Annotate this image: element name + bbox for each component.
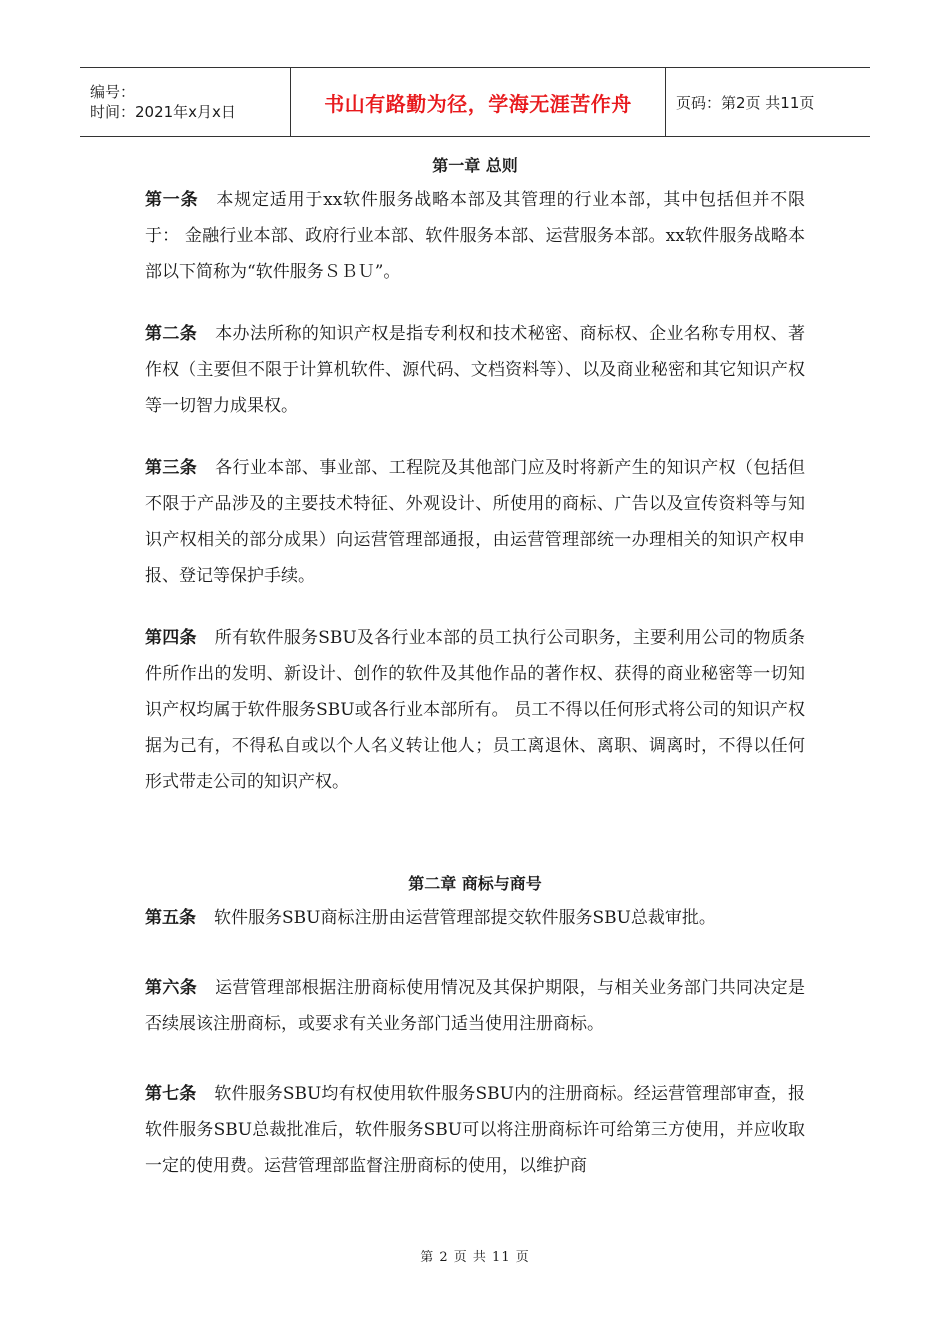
article-4 xyxy=(145,620,805,800)
article-text: 软件服务SBU商标注册由运营管理部提交软件服务SBU总裁审批。 xyxy=(214,908,716,928)
article-3 xyxy=(145,450,805,594)
article-number: 第三条 xyxy=(145,458,198,478)
document-body xyxy=(145,150,805,1184)
header-slogan: 书山有路勤为径，学海无涯苦作舟 xyxy=(324,91,632,116)
article-1 xyxy=(145,182,805,290)
article-number: 第四条 xyxy=(145,628,197,648)
article-text: 各行业本部、事业部、工程院及其他部门应及时将新产生的知识产权（包括但不限于产品涉及的主要技术特征、外观设计、所使用的商标、广告以及宣传资料等与知识产权相关的部分成果）向运营管理部通报，由运营管理部统一办理相关的知识产权申报、登记等保护手续。 xyxy=(145,458,806,586)
article-7 xyxy=(145,1076,805,1184)
article-5 xyxy=(145,900,805,936)
article-text: 运营管理部根据注册商标使用情况及其保护期限，与相关业务部门共同决定是否续展该注册商标，或要求有关业务部门适当使用注册商标。 xyxy=(145,978,806,1034)
article-2 xyxy=(145,316,805,424)
header-page-cell xyxy=(666,68,870,136)
page-footer: 第 2 页 共 11 页 xyxy=(420,1250,530,1265)
document-number-label: 编号： xyxy=(90,83,136,101)
article-number: 第七条 xyxy=(145,1084,197,1104)
chapter-title: 第二章 商标与商号 xyxy=(408,874,542,893)
header-slogan-cell xyxy=(291,68,666,136)
document-time-label: 时间：2021年x月x日 xyxy=(90,103,236,121)
article-number: 第一条 xyxy=(145,190,199,210)
article-number: 第六条 xyxy=(145,978,198,998)
article-number: 第五条 xyxy=(145,908,196,928)
article-6 xyxy=(145,970,805,1042)
header-meta xyxy=(80,68,291,136)
header-table xyxy=(80,67,870,137)
article-text: 所有软件服务SBU及各行业本部的员工执行公司职务，主要利用公司的物质条件所作出的发明、新设计、创作的软件及其他作品的著作权、获得的商业秘密等一切知识产权均属于软件服务SBU或各行业本部所有。 员工不得以任何形式将公司的知识产权据为己有，不得私自或以个人名义转让他人；员工离退休、离职、调离时，不得以任何形式带走公司的知识产权。 xyxy=(145,628,805,792)
article-text: 软件服务SBU均有权使用软件服务SBU内的注册商标。经运营管理部审查，报软件服务SBU总裁批准后，软件服务SBU可以将注册商标许可给第三方使用，并应收取一定的使用费。运营管理部监督注册商标的使用，以维护商 xyxy=(145,1084,805,1176)
article-text: 本办法所称的知识产权是指专利权和技术秘密、商标权、企业名称专用权、著作权（主要但不限于计算机软件、源代码、文档资料等）、以及商业秘密和其它知识产权等一切智力成果权。 xyxy=(145,324,806,416)
header-page-info: 页码：第2页 共11页 xyxy=(676,93,815,112)
article-number: 第二条 xyxy=(145,324,198,344)
chapter-title: 第一章 总则 xyxy=(432,156,518,175)
article-text: 本规定适用于xx软件服务战略本部及其管理的行业本部，其中包括但并不限于： 金融行业本部、政府行业本部、软件服务本部、运营服务本部。xx软件服务战略本部以下简称为“软件服务ＳＢＵ”。 xyxy=(145,190,805,282)
